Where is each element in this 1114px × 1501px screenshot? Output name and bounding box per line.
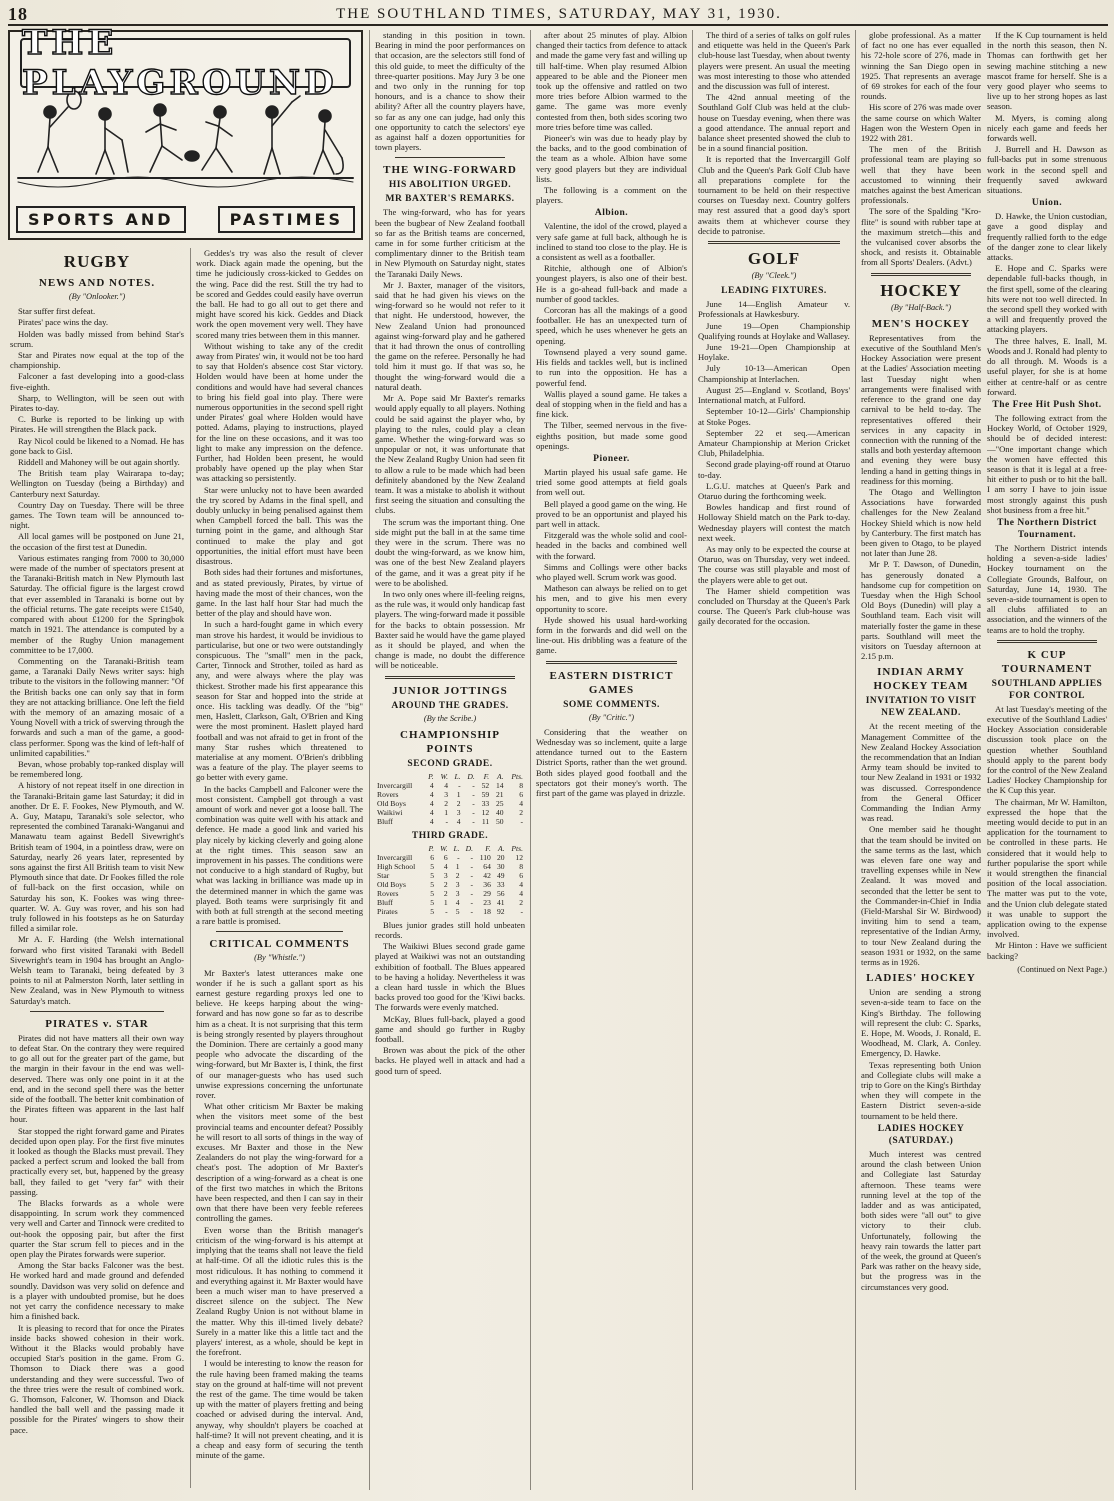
paragraph: Both sides had their fortunes and misfortunes, and as stated previously, Pirates, by virtue of having made the most of their chances, won the game. In the last half hour Star had much the better of the play and should have won.: [196, 567, 363, 619]
playground-banner: [8, 23, 363, 240]
table-cell: Waikiwi: [377, 807, 403, 817]
table-cell: 3: [456, 807, 461, 817]
table-cell: 2: [443, 879, 448, 889]
paragraph: His score of 276 was made over the same course on which Walter Hagen won the Western Open in 1922 with 281.: [861, 102, 981, 144]
table-cell: Bluff: [377, 816, 393, 826]
table-cell: 25: [495, 798, 504, 808]
table-cell: 50: [495, 816, 504, 826]
section-heading: CRITICAL COMMENTS: [209, 938, 350, 951]
section-subheading: The Northern District Tournament.: [997, 517, 1097, 540]
column-wing-forward: [375, 30, 525, 1493]
table-cell: -: [520, 816, 523, 826]
column-rule: [369, 30, 370, 1490]
column-ladies-hockey: [987, 30, 1107, 1493]
divider: [385, 676, 515, 679]
column-rule: [530, 30, 531, 1490]
table-cell: 23: [483, 897, 491, 907]
table-cell: Invercargill: [377, 852, 413, 862]
paragraph: Mr Baxter's latest utterances make one wonder if he is such a gallant sport as his earnest gesture regarding proxys led one to believe. He keeps harping about the wing-forward and has now gone so far as to describe him as a cheat. It is not surprising that this term is being strongly resented by players throughout the Dominion. There are certainly a good many people who advocate the discarding of the wing-forward, but Mr Baxter is, I think, the first of our manager-guests who has used such unwise expressions concerning the unfortunate rover.: [196, 967, 363, 1101]
paragraph: As may only to be expected the course at Otaruo, was on Thursday, very wet indeed. The course was still playable and most of the players were able to get out.: [698, 543, 850, 585]
col-header: W.: [440, 843, 448, 853]
column-rule: [190, 248, 191, 1488]
paragraph: Even worse than the British manager's criticism of the wing-forward is his attempt at implying that the teams shall not leave the field at half-time. Of all the idiotic rules this is the most ridiculous. It has nothing to commend it and everything against it. Mr Baxter would have been a much wiser man to have preserved a discreet silence on the subject. The New Zealand Rugby Union is not without blame in the matter. Why this ill-timed lively debate? Surely in a matter like this a little tact and the players' interest, as a whole, should be kept in the forefront.: [196, 1224, 363, 1358]
table-cell: -: [470, 897, 474, 907]
paragraph: Bowles handicap and first round of Holloway Shield match on the Park to-day. Wednesday players will contest the match next week.: [698, 502, 850, 543]
table-cell: 64: [483, 861, 491, 871]
paragraph: Bevan, whose probably top-ranked display will be remembered long.: [10, 758, 184, 780]
table-cell: 18: [483, 906, 491, 916]
col-header: F.: [485, 843, 491, 853]
table-cell: Old Boys: [377, 798, 406, 808]
table-cell: -: [470, 888, 474, 898]
table-cell: 4: [429, 789, 434, 799]
paragraph: Star suffer first defeat.: [18, 306, 96, 317]
paragraph: J. Burrell and H. Dawson as full-backs put in some strenuous work in the second spell and frequently saved awkward situations.: [987, 144, 1107, 196]
section-heading: HOCKEY: [880, 280, 962, 300]
masthead-title: THE SOUTHLAND TIMES, SATURDAY, MAY 31, 1930.: [336, 5, 782, 22]
paragraph: In the backs Campbell and Falconer were the most consistent. Campbell got through a vast amount of work and never got a loose ball. The combination was quite well with his attack and defence. He made a good link and varied his play nicely by kicking cleverly and going alone at the right times. This season saw an improvement in his passes. The conditions were not conducive to a high standard of Rugby, but what was lacking in brilliance was made up in the determined manner in which the game was played. Both teams were surprisingly fit and with both at full strength at the second meeting a rare battle is promised.: [196, 783, 363, 927]
table-cell: 30: [496, 861, 505, 871]
table-cell: -: [457, 852, 460, 862]
paragraph: Union are sending a strong seven-a-side team to face on the King's Birthday. The following will represent the club: C. Sparks, E. Hope, M. Woods, J. Ronald, E. Woodhead, M. Clark, A. Conley. Emergency, D. Hawke.: [861, 987, 981, 1059]
table-cell: 2: [455, 870, 460, 880]
banner-footer: [16, 204, 355, 234]
table-cell: 33: [496, 879, 505, 889]
column-rugby-continued: [196, 248, 363, 1493]
byline: (By "Whistle."): [254, 953, 305, 963]
page-number: 18: [8, 3, 28, 24]
paragraph: The Tilber, seemed nervous in the five-eighths position, but made some good openings.: [536, 420, 687, 451]
table-cell: Pirates: [377, 906, 398, 916]
paragraph: Simms and Collings were other backs who played well. Scrum work was good.: [536, 561, 687, 582]
table-header-row: [375, 844, 525, 853]
table-cell: 5: [430, 879, 435, 889]
table-cell: 5: [430, 897, 435, 907]
table-row: [375, 907, 525, 916]
section-subheading: Union.: [1031, 198, 1063, 209]
col-header: P.: [428, 843, 435, 853]
table-cell: 5: [430, 870, 435, 880]
paragraph: E. Hope and C. Sparks were dependable full-backs though, in the first spell, some of the clearing hits were not too well directed. In the second spell they worked with a will and frequently proved the attacking players.: [987, 263, 1107, 335]
banner-right-label: PASTIMES: [218, 206, 355, 233]
second-grade-table: [375, 772, 525, 826]
paragraph: One member said he thought that the team should be invited on the same terms as the last, which was eleven fare one way and travelling expenses while in New Zealand. It was moved and seconded that the letter be sent to the Commander-in-Chief in India (Field-Marshal Sir W. Birdwood) inviting him to send a team, representative of the Indian Army, to tour New Zealand during the season 1931 or 1932, on the same terms as in 1926.: [861, 824, 981, 968]
byline: (By "Onlooker."): [68, 292, 126, 301]
table-cell: Bluff: [377, 897, 393, 907]
table-cell: 33: [481, 798, 490, 808]
table-row: [375, 871, 525, 880]
section-subheading: SOME COMMENTS.: [563, 699, 660, 710]
table-row: [375, 862, 525, 871]
fixture-item: September 22 et seq.—American Amateur Championship at Merion Cricket Club, Philadelphia.: [698, 427, 850, 459]
table-row: [375, 817, 525, 826]
byline: (By "Cleek."): [751, 271, 797, 281]
table-cell: Rovers: [377, 888, 399, 898]
byline: (By the Scribe.): [423, 713, 477, 723]
paragraph: The following is a comment on the players.: [536, 185, 687, 206]
table-cell: 5: [455, 906, 460, 916]
table-cell: 92: [496, 906, 505, 916]
table-cell: 3: [455, 879, 460, 889]
paragraph: Texas representing both Union and Collegiate clubs will make a trip to Gore on the King's Birthday when they will compete in the Eastern District seven-a-side tournament to be held there.: [861, 1059, 981, 1121]
paragraph: Bell played a good game on the wing. He proved to be an opportunist and played his part well in attack.: [536, 498, 687, 529]
paragraph: L.G.U. matches at Queen's Park and Otaruo during the forthcoming week.: [698, 480, 850, 501]
table-cell: 3: [443, 870, 448, 880]
table-cell: 4: [429, 798, 434, 808]
table-cell: 3: [444, 789, 449, 799]
table-cell: -: [470, 852, 474, 862]
col-header: D.: [467, 771, 475, 781]
divider: [30, 1011, 164, 1012]
table-header-row: [375, 772, 525, 781]
section-subheading: LEADING FIXTURES.: [721, 286, 827, 297]
paragraph: The wing-forward, who has for years been the bugbear of New Zealand football so far as the British teams are concerned, came in for some further criticism at the complimentary dinner to the British team in New Plymouth on Saturday night, states the Taranaki Daily News.: [375, 207, 525, 279]
paragraph: Pirates' pace wins the day.: [18, 317, 109, 328]
table-cell: 14: [495, 780, 504, 790]
paragraph: standing in this position in town. Bearing in mind the poor performances on that occasion, are the selectors still fond of this old guide, to meet the difficulty of the three-quarter positions. May Jury 3 be one and two only in the running for top honours, and is a chance to show their ability? After all the country players have, so far as any one can judge, had only this one opportunity to catch the selectors' eye as against half a dozen opportunities for town players.: [375, 30, 525, 153]
table-cell: 11: [481, 816, 490, 826]
table-cell: 4: [429, 816, 434, 826]
grade-title: SECOND GRADE.: [407, 758, 493, 769]
col-header: F.: [483, 771, 490, 781]
table-cell: 49: [496, 870, 505, 880]
paragraph: The three halves, E. Inall, M. Woods and J. Ronald had plenty to do all through. M. Woods is a useful player, for she is at home either at centre-half or as centre forward.: [987, 335, 1107, 397]
table-cell: 4: [519, 888, 523, 898]
paragraph: Much interest was centred around the clash between Union and Collegiate last Saturday afternoon. These teams were running level at the top of the ladder and as was anticipated, both sides were "all out" to give victory to their club. Unfortunately, following the heavy rain towards the latter part of the week, the ground at Queen's Park was rather on the heavy side, but the progress was in the circumstances very good.: [861, 1148, 981, 1292]
table-row: [375, 808, 525, 817]
table-cell: 5: [430, 861, 435, 871]
paragraph: Considering that the weather on Wednesday was so inclement, quite a large attendance turned out to the Eastern District Sports, rather than the wet ground. Both sides played good football and the spectators got their money's worth. The first part of the game was played in drizzle.: [536, 726, 687, 798]
paragraph: Star were unlucky not to have been awarded the try scored by Adams in the final spell, and doubly unlucky in being penalised against them when Campbell forced the ball. This was the turning point in the game, and although Star continued to make the play and got opportunities, the initial effort must have been disastrous.: [196, 484, 363, 567]
paragraph: Commenting on the Taranaki-British team game, a Taranaki Daily News writer says: high tribute to the visitors in the following manner: "Of the British backs one can only say that in form they are not attacking brilliance. One left the field with the memory of an amazing mosaic of a Young Novell with a trick of swerving through the forwards and such a man of the game, a good-class performer. Spong was the kind of left-half of unlimited capabilities.": [10, 655, 184, 758]
col-header: L.: [454, 771, 461, 781]
table-cell: 6: [443, 852, 448, 862]
table-cell: -: [470, 861, 474, 871]
section-subheading: INVITATION TO VISIT NEW ZEALAND.: [865, 696, 977, 719]
banner-title: THE PLAYGROUND: [20, 38, 351, 88]
second-grade-rows: [375, 781, 525, 826]
paragraph: Various estimates ranging from 7000 to 30,000 were made of the number of spectators present at the Taranaki-British match in New Plymouth last Saturday. The official figure is the largest crowd that ever assembled in Taranaki is borne out by the official returns. The gate receipts were £1540, compared with about £1200 for the Springbok match in 1921. The attendance is computed by a member of the Rugby Union management committee to be 17,000.: [10, 552, 184, 655]
section-heading: CHAMPIONSHIP POINTS: [400, 728, 500, 755]
paragraph: Holden was badly missed from behind Star's scrum.: [10, 328, 184, 349]
table-cell: 2: [456, 798, 461, 808]
paragraph: Hyde showed his usual hard-working form in the forwards and did well on the line-out. His dribbling was a feature of the game.: [536, 614, 687, 656]
table-cell: 3: [455, 888, 460, 898]
table-cell: 6: [430, 852, 435, 862]
paragraph: Pioneer's win was due to heady play by the backs, and to the good combination of the team as a whole. Albion have some very good players but they are individual lists.: [536, 133, 687, 184]
paragraph: The men of the British professional team are playing so well that they have been accustomed to winning their matches against the best American professionals.: [861, 144, 981, 206]
table-cell: Rovers: [377, 789, 399, 799]
table-cell: -: [470, 870, 474, 880]
paragraph: The third of a series of talks on golf rules and etiquette was held in the Queen's Park club-house last Tuesday, when about twenty players were present. An usual the meeting was most interesting to those who attended and the discussion was full of interest.: [698, 30, 850, 92]
table-cell: 21: [495, 789, 504, 799]
table-row: [375, 853, 525, 862]
table-cell: -: [445, 816, 449, 826]
paragraph: If the K Cup tournament is held in the north this season, then N. Thomas can forthwith get her sewing machine stitching a new mascot frame for herself. She is a very good player who seems to live up to her strong hopes as last season.: [987, 30, 1107, 112]
col-header: A.: [497, 771, 504, 781]
section-heading: JUNIOR JOTTINGS: [392, 684, 508, 697]
table-cell: 8: [519, 861, 523, 871]
table-cell: 2: [519, 897, 523, 907]
table-cell: -: [472, 798, 475, 808]
section-heading: MEN'S HOCKEY: [871, 317, 971, 330]
paragraph: The Hamer shield competition was concluded on Thursday at the Queen's Park course. The Queen's Park club-house was gaily decorated for the occasion.: [698, 585, 850, 627]
third-grade-rows: [375, 853, 525, 916]
table-cell: 4: [456, 816, 461, 826]
table-cell: Star: [377, 870, 390, 880]
paragraph: It is pleasing to record that for once the Pirates inside backs showed cohesion in their work. Without it the Blacks would probably have occupied Star's position in the game. From G. Thomson to Diack there was a good understanding and they were successful. Two of the three tries were the result of combined work. G. Thomson, Falconer, W. Thomson and Diack handled the ball well and the passing made it possible for the Pirates' wingers to show their pace.: [10, 1322, 184, 1435]
paragraph: The Northern District intends holding a seven-a-side ladies' Hockey tournament on the Collegiate Grounds, Balfour, on Saturday, June 14, 1930. The seven-a-side tournament is open to all clubs affiliated to an association, and the winners of the teams are to hold the trophy.: [987, 542, 1107, 635]
paragraph: Townsend played a very sound game. His fields and tackles well, but is inclined to run into the opposition. He has a powerful fend.: [536, 346, 687, 388]
section-heading: PIRATES v. STAR: [45, 1017, 149, 1030]
col-header: A.: [497, 843, 505, 853]
divider: [546, 661, 677, 664]
paragraph: All local games will be postponed on June 21, the occasion of the first test at Dunedin.: [10, 531, 184, 552]
divider: [395, 157, 505, 158]
table-cell: 1: [456, 789, 461, 799]
table-cell: 36: [483, 879, 491, 889]
table-cell: 12: [481, 807, 490, 817]
paragraph: McKay, Blues full-back, played a good game and should go further in Rugby football.: [375, 1013, 525, 1045]
table-cell: 42: [483, 870, 491, 880]
byline: (By "Half-Back."): [890, 302, 952, 312]
column-hockey: [861, 30, 981, 1493]
paragraph: Without wishing to take any of the credit away from Pirates' win, it would not be too hard to say that Holden's absence cost Star victory. Holden would have been at home under the conditions and would have had several chances to bring his field goal into play. There were numerous opportunities in the second spell right under Pirates' goal where Holden would have potted. Adams, playing to instructions, played for the line on these occasions, and it was too light to make any impression on the defence. Further, had Holden been present, he would probably have opened up the play when Star was attacking so persistently.: [196, 340, 363, 484]
paragraph: The British team play Wairarapa to-day; Wellington on Tuesday (being a Birthday) and Canterbury next Saturday.: [10, 468, 184, 499]
paragraph: Ritchie, although one of Albion's youngest players, is also one of their best. He is a go-ahead full-back and made a number of good tackles.: [536, 263, 687, 304]
table-cell: -: [445, 906, 448, 916]
table-cell: 2: [443, 888, 448, 898]
paragraph: Star stopped the right forward game and Pirates decided upon open play. For the first five minutes it looked as though the Blacks must prevail. They packed a perfect scrum and looked the ball from practically every set, but, happened by the greasy ball, they failed to get "very far" with their passing.: [10, 1125, 184, 1197]
table-cell: 4: [429, 780, 434, 790]
table-cell: -: [472, 780, 475, 790]
col-header: [375, 844, 425, 853]
divider: [216, 931, 343, 932]
table-cell: -: [470, 879, 474, 889]
table-cell: 8: [519, 780, 523, 790]
paragraph: The Waikiwi Blues second grade game played at Waikiwi was not an outstanding exhibition of football. The Blues appeared to be having a holiday. Nevertheless it was a clean hard tussle in which the Blues backs proved too good for the 'Kiwi backs. The forwards were evenly matched.: [375, 941, 525, 1013]
paragraph: It is reported that the Invercargill Golf Club and the Queen's Park Golf Club have all preparations complete for the tournament to be held on their respective courses on Tuesday next. Country golfers may rest assured that a good day's sport awaits them at whichever course they decide to patronise.: [698, 154, 850, 236]
table-cell: 2: [444, 798, 449, 808]
section-subheading: Pioneer.: [593, 453, 630, 464]
paragraph: The 42nd annual meeting of the Southland Golf Club was held at the club-house on Tuesday evening, when there was a good attendance. The annual report and balance sheet presented showed the club to be in a sound financial position.: [698, 92, 850, 154]
paragraph: Falconer a fast developing into a good-class five-eighth.: [10, 371, 184, 392]
section-heading: GOLF: [747, 249, 801, 269]
paragraph: At the recent meeting of the Management Committee of the New Zealand Hockey Association the recommendation that an Indian Army team should be invited to tour New Zealand in 1931 or 1932 was discussed. Correspondence from the General Officer Commanding the Indian Army was read.: [861, 721, 981, 824]
paragraph: Ray Nicol could be likened to a Nomad. He has gone back to Gisl.: [10, 435, 184, 456]
table-row: [375, 889, 525, 898]
section-subheading: LADIES HOCKEY (SATURDAY.): [877, 1123, 965, 1146]
table-cell: 41: [496, 897, 505, 907]
paragraph: The Otago and Wellington Associations have forwarded challenges for the New Zealand Hockey Shield which is now held by Canterbury. The first match has been given to Otago, to be played not later than June 28.: [861, 486, 981, 559]
table-cell: 12: [515, 852, 523, 862]
paragraph: Pirates did not have matters all their own way to defeat Star. On the contrary they were required to go all out for the greater part of the game, but the margin in their favour in the end was well-deserved. There was only one point in it at the end, and in the second spell there was the better side of the football. The better knit combination of the Pirates fifteen was apparent in the last half hour.: [10, 1032, 184, 1125]
paragraph: Martin played his usual safe game. He tried some good attempts at field goals from well out.: [536, 466, 687, 498]
table-cell: 1: [443, 897, 448, 907]
divider: [997, 640, 1097, 643]
paragraph: after about 25 minutes of play. Albion changed their tactics from defence to attack and made the game very fast and willing up till half-time. When play resumed Albion appeared to be able and the Pioneer men took up the offensive and rattled on two more tries before Albion warmed to the game. The game was more evenly contested from then, both sides scoring two more tries before time was called.: [536, 30, 687, 132]
paragraph: Blues junior grades still hold unbeaten records.: [375, 919, 525, 940]
paragraph: Geddes's try was also the result of clever work. Diack again made the opening, but the time he judiciously cross-kicked to Geddes on the wing. Pace did the rest. Still the try had to be scored and Geddes could easily have overrun the ball. He had to go all out to get there and might have scored his kick. Geddes and Diack work the open movement very well. They have scored many tries between them in this manner.: [196, 248, 363, 340]
section-heading: K CUP TOURNAMENT: [1001, 648, 1093, 675]
col-header: [375, 772, 424, 781]
table-cell: 6: [519, 870, 523, 880]
table-cell: -: [472, 789, 475, 799]
table-cell: 110: [479, 852, 491, 862]
table-cell: 20: [496, 852, 505, 862]
table-cell: -: [470, 906, 474, 916]
paragraph: What other criticism Mr Baxter be making when the visitors meet some of the best provincial teams and encounter defeat? Possibly he will resort to all sorts of things in the way of excuses. Mr Baxter and those in the New Zealanders do not play the wing-forward for a cheat's post. The adoption of Mr Baxter's description of a wing-forward as a cheat is one of the first two matches in which the Britons have been respected, and then I can say in their own that there have been very feeble referees controlling the games.: [196, 1101, 363, 1224]
fixture-item: August 25—England v. Scotland, Boys' International match, at Fulford.: [698, 384, 850, 406]
section-heading: THE WING-FORWARD: [383, 164, 517, 177]
paragraph: Sharp, to Wellington, will be seen out with Pirates to-day.: [10, 392, 184, 414]
fixture-item: June 14—English Amateur v. Professionals at Hawkesbury.: [698, 299, 850, 320]
paragraph: globe professional. As a matter of fact no one has ever equalled his 72-hole score of 276, made in winning the San Diego open in 1925. That represents an average of 69 strokes for each of the four rounds.: [861, 30, 981, 102]
paragraph: Among the Star backs Falconer was the best. He worked hard and made ground and defended soundly. Davidson was very solid on defence and is a player with undoubted promise, but he does not yet carry the confidence necessary to make him a finished back.: [10, 1260, 184, 1322]
paragraph: In two only ones where ill-feeling reigns, as the rule was, it would only handicap fast players. The wing-forward made it possible for the backs to obtain possession. Mr Baxter said he would have the game played as it should be played, and when the change is made, no doubt the difference will be noticeable.: [375, 588, 525, 671]
section-heading: LADIES' HOCKEY: [866, 972, 976, 985]
fixture-item: June 19-21—Open Championship at Hoylake.: [698, 342, 850, 363]
paragraph: Riddell and Mahoney will be out again shortly.: [18, 457, 180, 468]
table-cell: 4: [519, 798, 523, 808]
paragraph: The chairman, Mr W. Hamilton, expressed the hope that the meeting would decide to put in an application for the tournament to be controlled in these parts. He considered that it would help to further popularise the sport while it would strengthen the financial position of the local association. The matter was put to the vote, and the Union club delegate stated it was unable to support the application owing to the expense involved.: [987, 796, 1107, 940]
paragraph: Representatives from the executive of the Southland Men's Hockey Association were present at the Ladies' Association meeting last Tuesday night when arrangements were finalised with reference to the grand one day carnival to be held to-day. The representatives offered their services in any capacity in connection with the running of the stalls and both yesterday afternoon and evening they were busy lending a hand in getting things in readiness for this morning.: [861, 332, 981, 486]
fixture-item: July 10-13—American Open Championship at Interlachen.: [698, 363, 850, 384]
section-subheading: MR BAXTER'S REMARKS.: [385, 194, 515, 205]
section-subheading: HIS ABOLITION URGED.: [388, 180, 512, 191]
table-cell: 5: [430, 906, 435, 916]
table-cell: 40: [495, 807, 504, 817]
table-cell: 59: [481, 789, 490, 799]
col-header: L.: [453, 843, 460, 853]
table-cell: Invercargill: [377, 780, 413, 790]
section-subheading: NEWS AND NOTES.: [38, 277, 156, 289]
column-golf: [698, 30, 850, 1493]
table-cell: 52: [481, 780, 490, 790]
section-subheading: Albion.: [594, 208, 629, 219]
column-albion-pioneer: [536, 30, 687, 1493]
paragraph: The Blacks forwards as a whole were disappointing. In scrum work they commenced very well and Carter and Tinnock were credited to out-hook the opposing pair, but after the first quarter the Star scrum fell to pieces and in the open play the Pirates forwards were superior.: [10, 1198, 184, 1260]
paragraph: Matheson can always be relied on to get his men, and to give his men every opportunity to score.: [536, 583, 687, 614]
section-heading: EASTERN DISTRICT GAMES: [549, 669, 674, 696]
grade-title: THIRD GRADE.: [411, 830, 489, 841]
col-header: D.: [465, 843, 474, 853]
third-grade-table: [375, 844, 525, 916]
paragraph: Wallis played a sound game. He takes a deal of stopping when in the field and has a fine kick.: [536, 388, 687, 420]
table-row: [375, 781, 525, 790]
paragraph: The following extract from the Hockey World, of October 1929, should be of decided interest:—"One important change which the women have effected this season is that it is legal at a free-hit either to push or to hit the ball. I am sorry I have to join issue most strongly against this push shot business from a free hit.": [987, 412, 1107, 515]
table-cell: 4: [429, 807, 434, 817]
col-header: P.: [428, 771, 434, 781]
table-cell: -: [472, 816, 475, 826]
fixture-item: September 10-12—Girls' Championship at Stoke Poges.: [698, 406, 850, 427]
paragraph: D. Hawke, the Union custodian, gave a good display and frequently rallied forth to the edge of the danger zone to clear likely attacks.: [987, 211, 1107, 263]
divider: [871, 273, 971, 276]
paragraph: Mr P. T. Dawson, of Dunedin, has generously donated a handsome cup for competition on Tuesday when the High School Old Boys (Dunedin) will play a Southland team. Each visit will materially foster the game in these parts. Southland will meet the visitors on Tuesday afternoon at 2.15 p.m.: [861, 559, 981, 662]
paragraph: Mr A. Pope said Mr Baxter's remarks would apply equally to all players. Nothing could be said against the player who, by playing to the rules, could play a clean game. Whether the wing-forward was so unpopular or not, it was unfortunate that the New Zealand Rugby Union had seen fit to allow a rule to be made which had been definitely abandoned by the New Zealand team. It was a mistake to abolish it without first seeing the situation and consulting the clubs.: [375, 393, 525, 516]
paragraph: Brown was about the pick of the other backs. He played well in attack and had a good turn of speed.: [375, 1045, 525, 1076]
paragraph: Corcoran has all the makings of a good footballer. He has an unexpected turn of speed, which he uses whenever he gets an opening.: [536, 305, 687, 346]
paragraph: In such a hard-fought game in which every man strove his hardest, it would be invidious to particularise, but one or two were outstandingly conspicuous. The "small" men in the pack, Carter, Tinnock and Strother, toiled as hard as any, and were always where the play was thickest. Strother made his first appearance this season for Star and hopped into the stride at once. His tackling was deadly. Of the "big" men, Haslett, Clarkson, Galt, O'Brien and King were the most prominent. Haslett played hard football and was not afraid to get in front of the many Star rushes which threatened to materialise at any moment. O'Brien's dribbling was a feature of the play. The player seems to go better with every game.: [196, 619, 363, 783]
fixture-item: June 19—Open Championship Qualifying rounds at Hoylake and Wallasey.: [698, 320, 850, 341]
table-row: [375, 799, 525, 808]
table-cell: 56: [496, 888, 505, 898]
table-cell: 4: [444, 780, 449, 790]
table-cell: -: [520, 906, 523, 916]
section-subheading: AROUND THE GRADES.: [391, 700, 509, 711]
section-subheading: The Free Hit Push Shot.: [992, 399, 1102, 410]
paragraph: Mr Hinton : Have we sufficient backing?: [987, 940, 1107, 961]
col-header: Pts.: [511, 771, 523, 781]
paragraph: The scrum was the important thing. One side might put the ball in at the same time they were in the scrum. There was no doubt the wing-forward, as we know him, was one of the best New Zealand players of the game, and it was a great pity if he were to be abolished.: [375, 516, 525, 588]
paragraph: Fitzgerald was the whole solid and cool-headed in the backs and combined well with the forward.: [536, 530, 687, 561]
paragraph: I would be interesting to know the reason for the rule having been framed making the teams stay on the ground at half-time will not prevent the rest of the game. The time would be taken up with the matter of players fretting and being coached or advised during the interval. And, anyway, why shouldn't players be coached at half-time? It will not prevent cheating, and it is a cheap and easy form of securing the tenth minute of the game.: [196, 1358, 363, 1461]
paragraph: The sore of the Spalding "Kro-flite" is sound with rubber tape at the maximum stretch—this and the vulcanised cover absorbs the shock, and resists it. Obtainable from all Sports' Dealers. (Advt.): [861, 206, 981, 268]
column-rule: [692, 30, 693, 1490]
column-rugby-news: [10, 248, 184, 1493]
table-row: [375, 880, 525, 889]
table-cell: 29: [483, 888, 491, 898]
paragraph: Star and Pirates now equal at the top of the championship.: [10, 350, 184, 371]
table-cell: 4: [519, 879, 523, 889]
paragraph: Second grade playing-off round at Otaruo to-day.: [698, 459, 850, 480]
table-cell: 6: [519, 789, 523, 799]
table-cell: 4: [455, 897, 460, 907]
col-header: Pts.: [511, 843, 523, 853]
table-cell: 2: [519, 807, 523, 817]
banner-left-label: SPORTS AND: [16, 206, 186, 233]
column-rule: [855, 30, 856, 1490]
table-cell: 5: [430, 888, 435, 898]
paragraph: A history of not repeat itself in one direction in the Taranaki-Britain game last Saturday; it did in another. Dr E. F. Fookes, New Plymouth, and W. A. Guy, Matapu, Taranaki's sole selector, who represented the combined Taranaki-Wanganui and Manawatu team against Bedell Sivewright's British team of 1904, in a pointless draw, were on Saturday, nearly 26 years later, represented by sons against the first All British team to visit New Plymouth since that date. Dr Fookes filled the role of full-back on the first occasion, while on Saturday his son, K. Fookes was wing three-quarter. W. A. Guy was rover, and his son had truly followed in his footsteps as he on Saturday filled a similar role.: [10, 780, 184, 934]
table-cell: Old Boys: [377, 879, 406, 889]
table-row: [375, 790, 525, 799]
paragraph: Mr J. Baxter, manager of the visitors, said that he had given his views on the wing-forward so he would not refer to it that night. He understood, however, the New Zealand Union had pronounced against wing-forward play and he gathered that it had thrown the onus of controlling the game on the referee. Personally he had told him it must go. If that was so, he thought the wing-forward would die a natural death.: [375, 279, 525, 392]
paragraph: M. Myers, is coming along nicely each game and feeds her forwards well.: [987, 112, 1107, 144]
table-cell: 1: [455, 861, 460, 871]
paragraph: Valentine, the idol of the crowd, played a very safe game at full back, although he is inclined to stand too close to the play. He is a consistent as well as a footballer.: [536, 221, 687, 263]
section-heading: INDIAN ARMY HOCKEY TEAM: [873, 666, 969, 693]
table-cell: 1: [444, 807, 449, 817]
col-header: W.: [440, 771, 449, 781]
paragraph: C. Burke is reported to be linking up with Pirates. He will strengthen the Black pack.: [10, 414, 184, 435]
continued-notice: (Continued on Next Page.): [1017, 964, 1107, 974]
paragraph: Country Day on Tuesday. There will be three games. The Town team will be announced to-night.: [10, 499, 184, 531]
table-row: [375, 898, 525, 907]
table-cell: 4: [443, 861, 448, 871]
paragraph: At last Tuesday's meeting of the executive of the Southland Ladies' Hockey Association considerable discussion took place on the question whether Southland should apply to the parent body for the control of the New Zealand Ladies' Hockey Championship for the K Cup this year.: [987, 703, 1107, 796]
section-heading: RUGBY: [63, 252, 131, 271]
byline: (By "Critic."): [588, 712, 635, 722]
table-cell: -: [472, 807, 475, 817]
section-subheading: SOUTHLAND APPLIES FOR CONTROL: [991, 678, 1103, 701]
table-cell: -: [458, 780, 461, 790]
table-cell: High School: [377, 861, 416, 871]
paragraph: Mr A. F. Harding (the Welsh international forward who first visited Taranaki with Bedell Sivewright's team in 1904 has brought an Anglo-Welsh team to Taranaki, being defeated by 3 points to nil at Palmerston North, later settling in New Zealand, was in New Plymouth to witness Saturday's match.: [10, 934, 184, 1006]
divider: [708, 241, 840, 244]
